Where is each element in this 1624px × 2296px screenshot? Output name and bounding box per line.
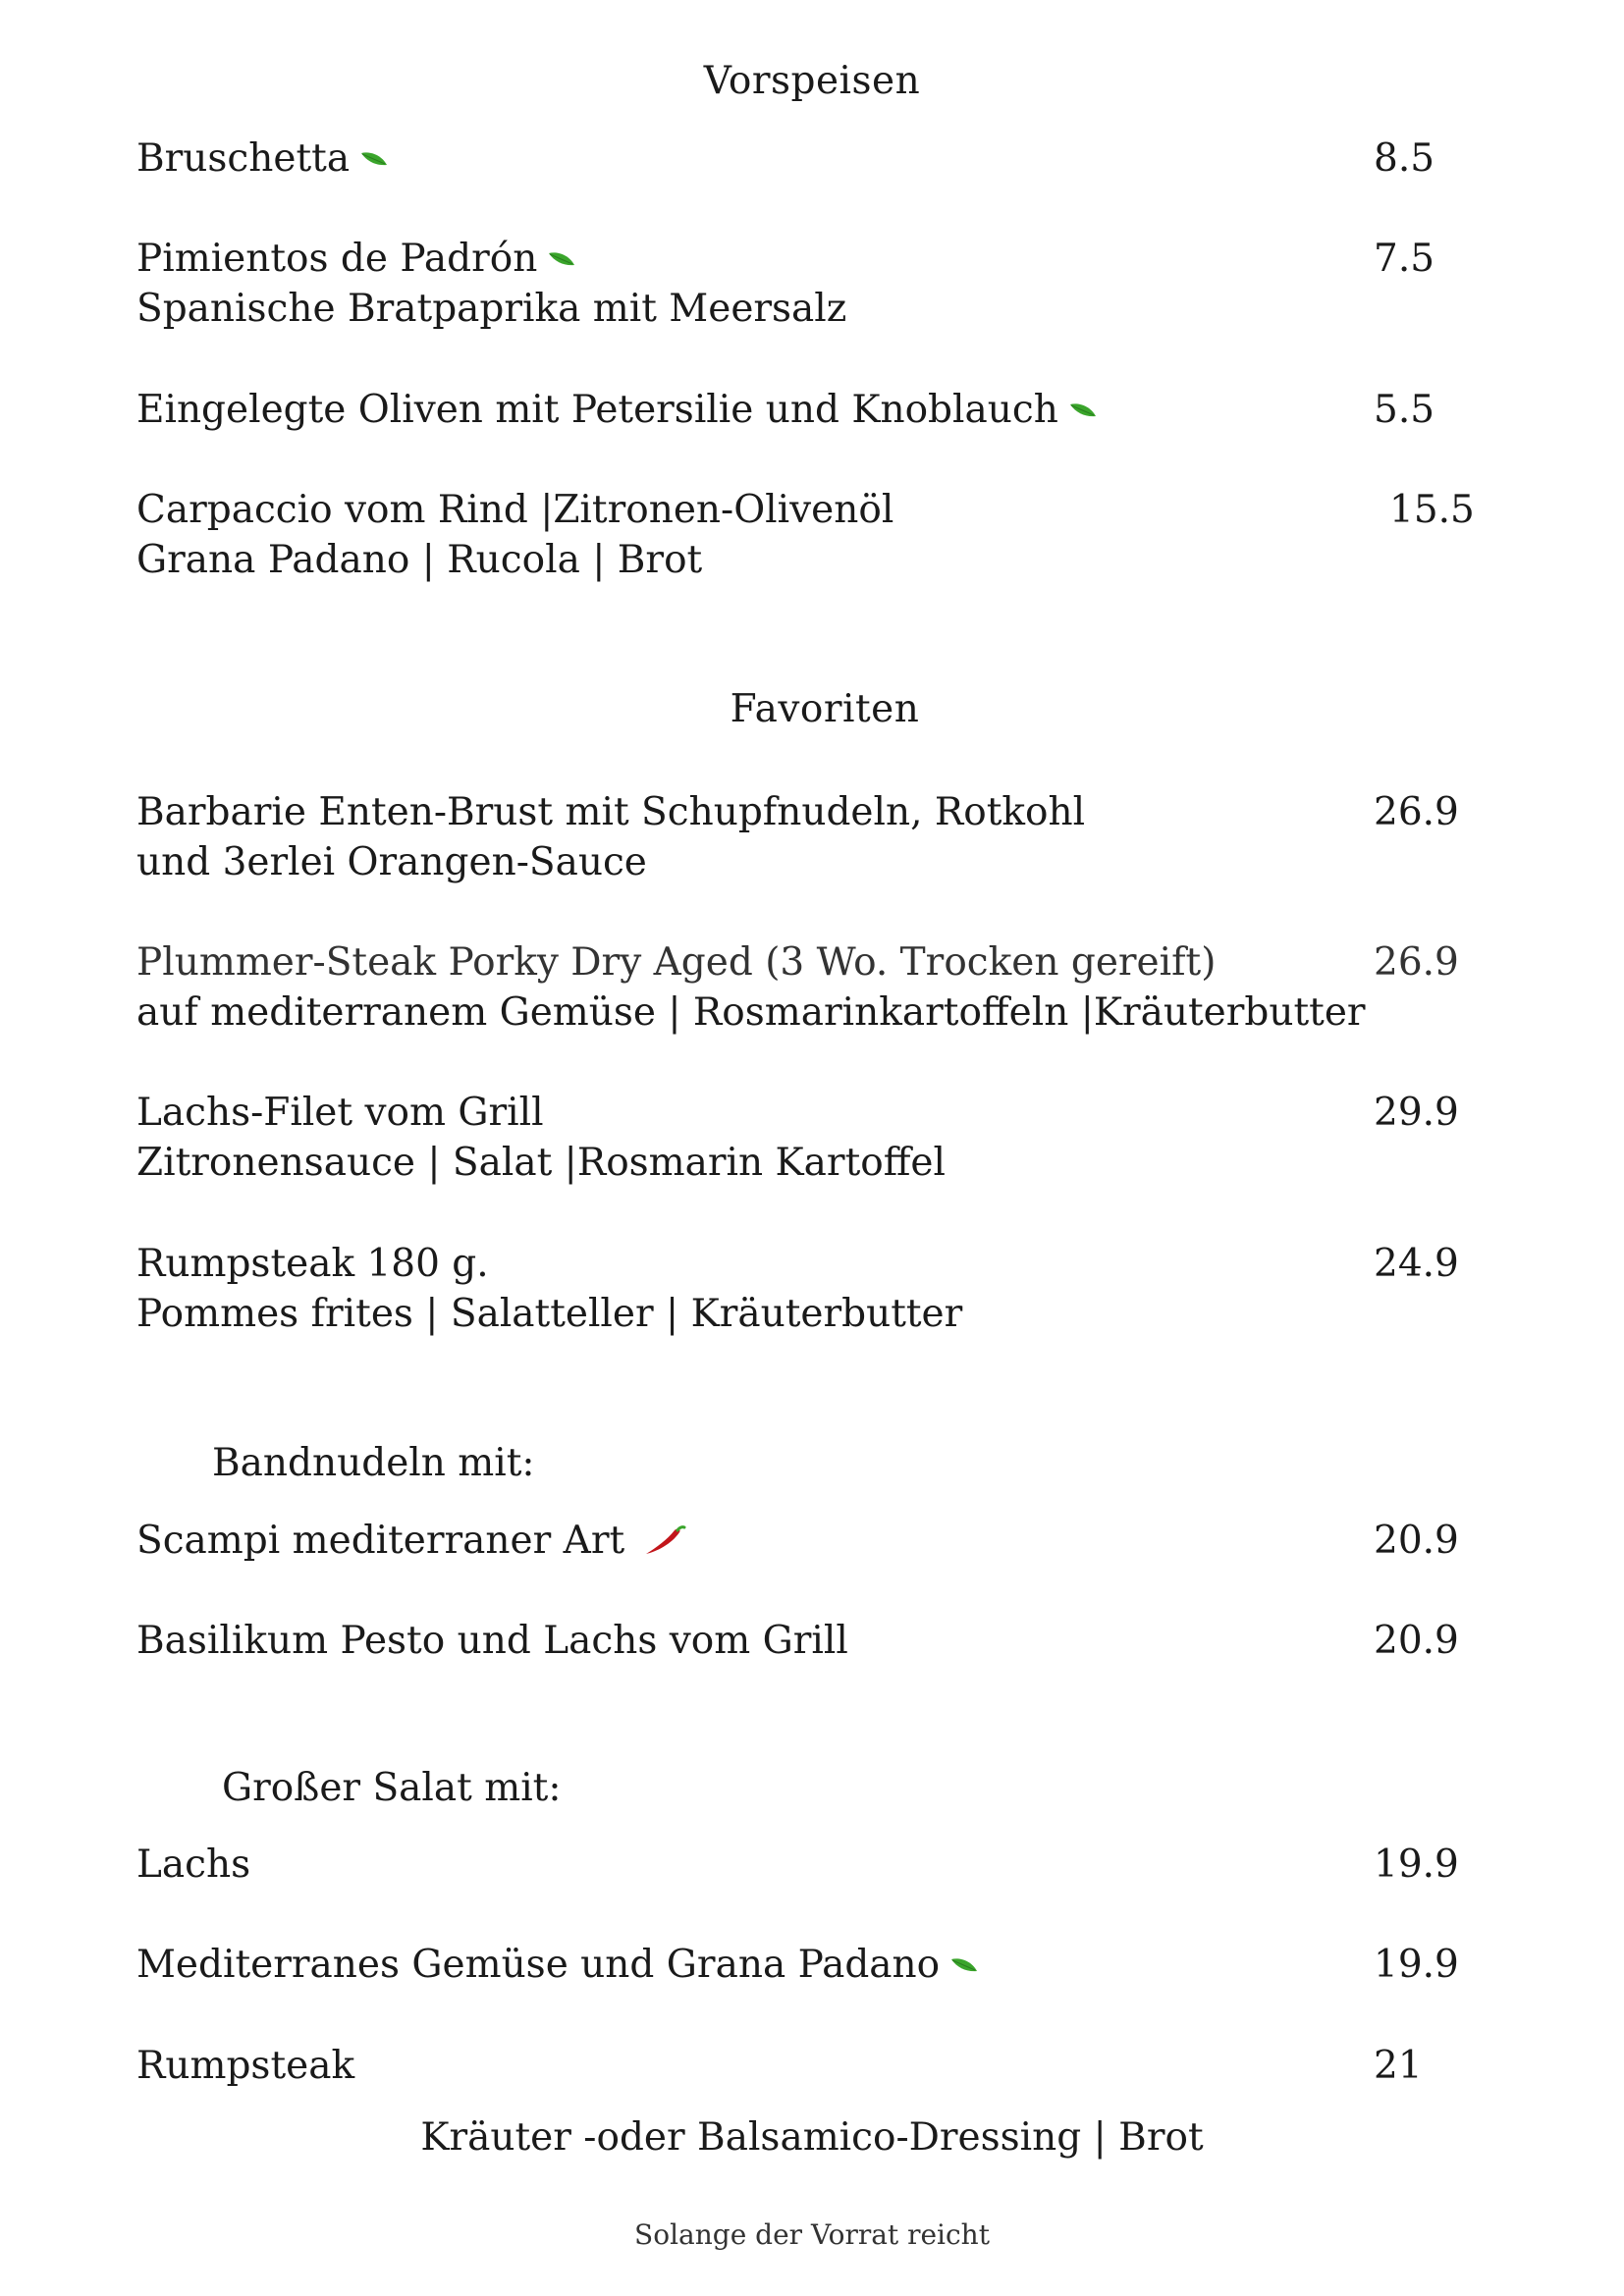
item-description: Zitronensauce | Salat |Rosmarin Kartoffel: [136, 1141, 946, 1185]
leaf-icon: [949, 1956, 979, 1974]
menu-item: [136, 1516, 1491, 1566]
menu-item: [136, 234, 1491, 334]
menu-item: [136, 787, 1491, 887]
leaf-icon: [359, 150, 389, 168]
menu-item: [136, 1616, 1491, 1666]
item-description: Pommes frites | Salatteller | Kräuterbutter: [136, 1292, 963, 1336]
item-name: Scampi mediterraner Art: [136, 1519, 625, 1563]
section-title-favoriten: Favoriten: [730, 687, 920, 731]
item-price: 8.5: [1374, 136, 1435, 181]
menu-item: [136, 937, 1491, 1038]
item-description: Spanische Bratpaprika mit Meersalz: [136, 287, 847, 331]
item-name: Lachs-Filet vom Grill: [136, 1091, 544, 1135]
chili-icon: [642, 1524, 687, 1558]
section-title-salat: Großer Salat mit:: [222, 1766, 562, 1810]
section-title-bandnudeln: Bandnudeln mit:: [212, 1441, 535, 1485]
section-title-vorspeisen: Vorspeisen: [703, 59, 921, 103]
menu-item: [136, 1840, 1491, 1890]
dressing-note: Kräuter -oder Balsamico-Dressing | Brot: [420, 2115, 1204, 2160]
item-name: Pimientos de Padrón: [136, 237, 538, 281]
item-name: Rumpsteak 180 g.: [136, 1242, 489, 1286]
menu-item: [136, 1940, 1491, 1990]
footer-note: Solange der Vorrat reicht: [634, 2218, 990, 2251]
item-price: 24.9: [1374, 1242, 1459, 1286]
menu-item: [136, 1239, 1491, 1339]
leaf-icon: [547, 250, 576, 268]
item-price: 19.9: [1374, 1943, 1459, 1987]
item-name: Basilikum Pesto und Lachs vom Grill: [136, 1619, 848, 1663]
item-name: Barbarie Enten-Brust mit Schupfnudeln, Rotkohl: [136, 790, 1086, 834]
item-description: auf mediterranem Gemüse | Rosmarinkartoffeln |Kräuterbutter: [136, 990, 1366, 1035]
item-description: Grana Padano | Rucola | Brot: [136, 538, 703, 582]
item-price: 20.9: [1374, 1619, 1459, 1663]
item-description: und 3erlei Orangen-Sauce: [136, 840, 647, 884]
item-name: Lachs: [136, 1842, 251, 1887]
item-price: 19.9: [1374, 1842, 1459, 1887]
item-price: 5.5: [1374, 388, 1435, 432]
item-name: Eingelegte Oliven mit Petersilie und Knoblauch: [136, 388, 1058, 432]
menu-item: [136, 485, 1491, 585]
item-name: Rumpsteak: [136, 2044, 355, 2088]
item-name: Bruschetta: [136, 136, 351, 181]
item-price: 26.9: [1374, 790, 1459, 834]
item-price: 7.5: [1374, 237, 1435, 281]
menu-item: [136, 2041, 1491, 2091]
item-price: 26.9: [1374, 940, 1459, 985]
item-price: 15.5: [1389, 488, 1475, 532]
leaf-icon: [1068, 401, 1098, 419]
menu-item: [136, 1088, 1491, 1188]
item-name: Plummer-Steak Porky Dry Aged (3 Wo. Trocken gereift): [136, 940, 1217, 985]
item-price: 29.9: [1374, 1091, 1459, 1135]
item-price: 21: [1374, 2044, 1423, 2088]
item-name: Mediterranes Gemüse und Grana Padano: [136, 1943, 941, 1987]
menu-item: [136, 133, 1491, 184]
menu-item: [136, 385, 1491, 435]
item-name: Carpaccio vom Rind |Zitronen-Olivenöl: [136, 488, 894, 532]
item-price: 20.9: [1374, 1519, 1459, 1563]
